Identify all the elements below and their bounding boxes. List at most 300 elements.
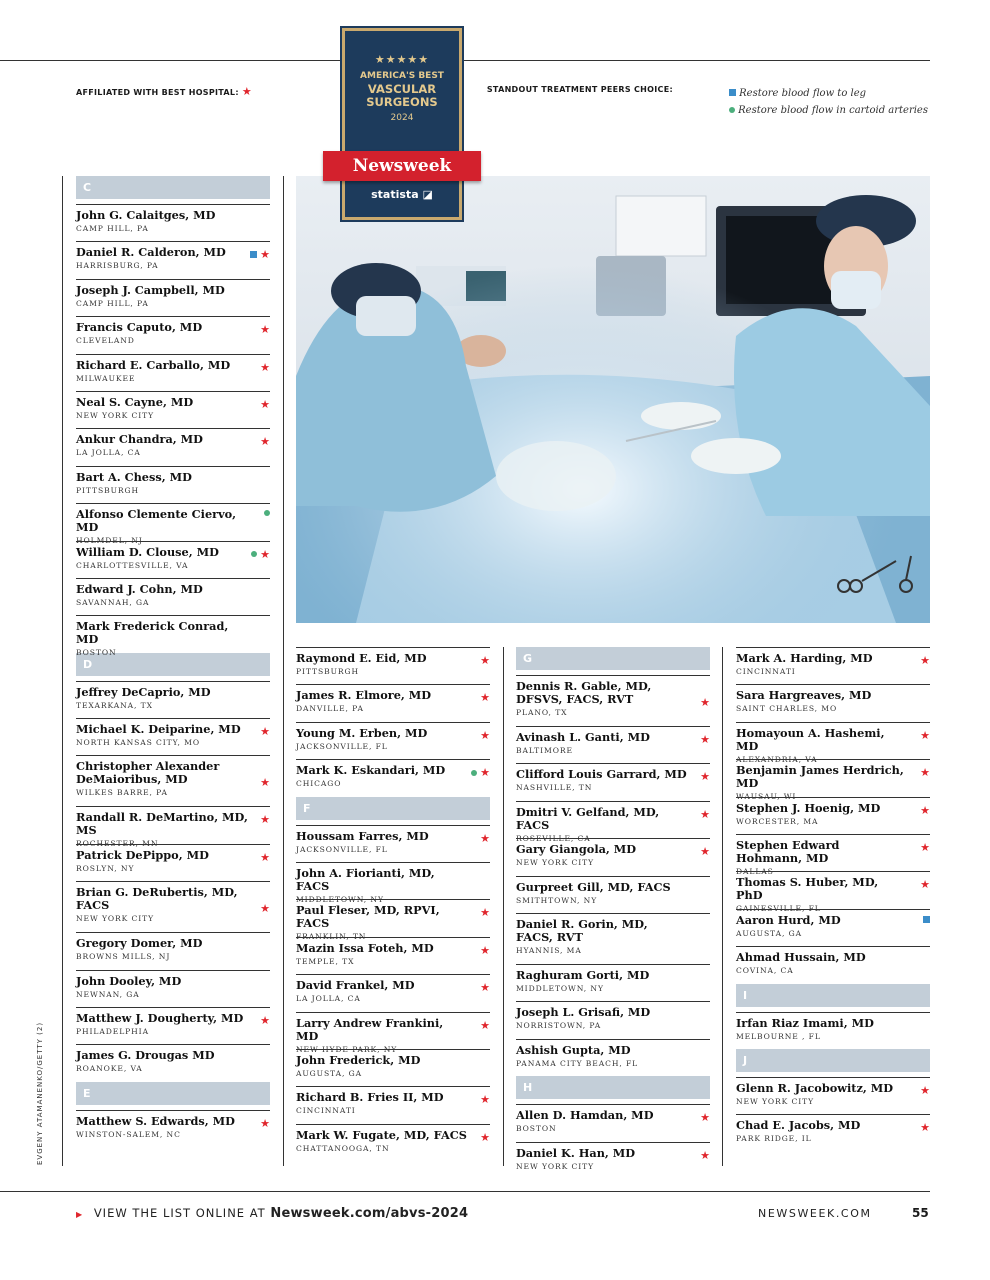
dot-icon	[251, 551, 257, 557]
surgeon-name: Richard E. Carballo, MD	[76, 357, 231, 372]
marker-group	[920, 766, 930, 779]
surgeon-entry	[736, 647, 930, 684]
marker-group	[480, 906, 490, 919]
star-icon: ★	[920, 1121, 930, 1135]
surgeon-name: Patrick DePippo, MD	[76, 847, 209, 862]
surgeon-city: CINCINNATI	[296, 1106, 356, 1116]
surgeon-entry	[516, 801, 710, 843]
star-icon: ★	[260, 248, 270, 262]
surgeon-city: WINSTON-SALEM, NC	[76, 1129, 181, 1139]
marker-group	[700, 1111, 710, 1124]
surgeon-name: Daniel R. Gorin, MD, FACS, RVT	[516, 916, 648, 944]
marker-group	[923, 916, 930, 923]
surgeon-entry	[76, 718, 270, 755]
star-icon: ★	[260, 397, 270, 411]
section-header-h: H	[516, 1076, 710, 1099]
column-divider	[503, 647, 504, 1166]
marker-group	[480, 654, 490, 667]
surgeon-entry	[736, 759, 930, 802]
legend-affiliated-label: AFFILIATED WITH BEST HOSPITAL:	[76, 88, 239, 97]
surgeon-name: Stephen Edward Hohmann, MD	[736, 837, 840, 865]
marker-group	[920, 1084, 930, 1097]
surgeon-city: NORRISTOWN, PA	[516, 1021, 602, 1031]
surgeon-name: Alfonso Clemente Ciervo, MD	[76, 507, 237, 535]
surgeon-city: PITTSBURGH	[76, 485, 139, 495]
marker-group	[480, 729, 490, 742]
star-icon: ★	[920, 803, 930, 817]
surgeon-entry	[516, 675, 710, 726]
star-icon: ★	[260, 435, 270, 449]
square-icon	[250, 251, 257, 258]
legend-standout-label: STANDOUT TREATMENT PEERS CHOICE:	[486, 85, 673, 94]
surgeon-city: ALEXANDRIA, VA	[736, 754, 818, 764]
surgeon-name: Neal S. Cayne, MD	[76, 394, 194, 409]
surgeon-name: Gary Giangola, MD	[516, 842, 637, 857]
marker-group	[920, 878, 930, 891]
surgeon-name: Francis Caputo, MD	[76, 320, 203, 335]
surgeon-city: HARRISBURG, PA	[76, 261, 159, 271]
surgeon-name: Daniel R. Calderon, MD	[76, 245, 226, 260]
surgeon-city: DANVILLE, PA	[296, 704, 364, 714]
surgeon-entry	[76, 578, 270, 615]
surgeon-entry	[296, 1012, 490, 1054]
surgeon-entry	[296, 899, 490, 942]
star-icon: ★	[480, 1093, 490, 1107]
marker-group	[700, 808, 710, 821]
statista-logo-icon: ◪	[422, 188, 433, 201]
marker-group	[700, 770, 710, 783]
surgeon-entry	[516, 1142, 710, 1179]
marker-group	[250, 248, 270, 261]
column-divider	[62, 176, 63, 1166]
surgeon-name: Gurpreet Gill, MD, FACS	[516, 879, 671, 894]
surgeon-entry	[76, 466, 270, 503]
surgeon-entry	[76, 881, 270, 932]
surgeon-name: William D. Clouse, MD	[76, 544, 219, 559]
badge-line1: AMERICA'S BEST	[360, 71, 444, 81]
star-icon: ★	[480, 831, 490, 845]
star-icon: ★	[260, 850, 270, 864]
section-header-e: E	[76, 1082, 270, 1105]
column-c-e	[76, 176, 270, 1147]
surgeon-name: James G. Drougas MD	[76, 1048, 215, 1063]
surgeon-entry	[76, 844, 270, 881]
star-icon: ★	[920, 878, 930, 892]
surgeon-city: NORTH KANSAS CITY, MO	[76, 738, 200, 748]
marker-group	[480, 691, 490, 704]
surgery-photo	[296, 176, 930, 623]
surgeon-entry	[296, 1124, 490, 1161]
badge-stars: ★★★★★	[374, 53, 430, 66]
badge-ribbon: Newsweek	[323, 151, 481, 181]
marker-group	[480, 981, 490, 994]
marker-group	[260, 813, 270, 826]
star-icon: ★	[260, 776, 270, 790]
surgeon-name: Glenn R. Jacobowitz, MD	[736, 1080, 894, 1095]
surgeon-city: JACKSONVILLE, FL	[296, 844, 388, 854]
surgeon-entry	[76, 241, 270, 278]
surgeon-entry	[76, 204, 270, 241]
surgeon-entry	[736, 871, 930, 914]
surgeon-entry	[736, 797, 930, 834]
surgeon-city: WAUSAU, WI	[736, 792, 797, 802]
star-icon: ★	[700, 733, 710, 746]
surgeon-name: Clifford Louis Garrard, MD	[516, 767, 687, 782]
surgeon-city: NEW YORK CITY	[516, 858, 595, 868]
marker-group	[920, 804, 930, 817]
surgeon-city: FRANKLIN, TN	[296, 932, 367, 942]
section-header-j: J	[736, 1049, 930, 1072]
marker-group	[480, 944, 490, 957]
star-icon: ★	[480, 981, 490, 995]
surgeon-city: MIDDLETOWN, NY	[516, 983, 604, 993]
surgeon-city: CLEVELAND	[76, 336, 135, 346]
surgeon-city: WILKES BARRE, PA	[76, 788, 168, 798]
surgeon-name: Irfan Riaz Imami, MD	[736, 1015, 874, 1030]
surgeon-entry	[296, 1086, 490, 1123]
surgeon-name: Young M. Erben, MD	[296, 725, 428, 740]
badge-title	[345, 70, 459, 109]
marker-group	[264, 510, 270, 516]
surgeon-city: ROSLYN, NY	[76, 863, 135, 873]
surgeon-name: Aaron Hurd, MD	[736, 912, 841, 927]
surgeon-city: MIDDLETOWN, NY	[296, 894, 384, 904]
surgeon-entry	[516, 964, 710, 1001]
surgeon-city: CAMP HILL, PA	[76, 298, 149, 308]
marker-group	[260, 725, 270, 738]
surgeon-entry	[516, 1001, 710, 1038]
surgeon-name: Avinash L. Ganti, MD	[516, 730, 650, 744]
surgery-illustration	[296, 176, 930, 623]
legend-leg	[729, 85, 928, 102]
surgeon-entry	[516, 838, 710, 875]
marker-group	[480, 1131, 490, 1144]
marker-group	[260, 1014, 270, 1027]
surgeon-name: John G. Calaitges, MD	[76, 208, 216, 222]
surgeon-city: NEW HYDE PARK, NY	[296, 1044, 398, 1054]
badge-line3: SURGEONS	[366, 95, 438, 109]
surgeon-city: AUGUSTA, GA	[736, 928, 802, 938]
star-icon: ★	[480, 1130, 490, 1144]
surgeon-city: WORCESTER, MA	[736, 816, 819, 826]
legend-carotid	[729, 102, 928, 119]
marker-group	[260, 435, 270, 448]
surgeon-name: Daniel K. Han, MD	[516, 1145, 636, 1160]
surgeon-city: PARK RIDGE, IL	[736, 1134, 812, 1144]
section-header-g: G	[516, 647, 710, 670]
star-icon: ★	[241, 85, 253, 98]
surgeon-name: Dennis R. Gable, MD, DFSVS, FACS, RVT	[516, 679, 652, 706]
surgeon-name: Dmitri V. Gelfand, MD, FACS	[516, 804, 660, 832]
surgeon-entry	[296, 862, 490, 904]
surgeon-entry	[76, 970, 270, 1007]
footer-url[interactable]: Newsweek.com/abvs-2024	[270, 1206, 469, 1221]
surgeon-city: CINCINNATI	[736, 667, 796, 676]
surgeon-entry	[76, 391, 270, 428]
legend-affiliated	[76, 85, 252, 98]
surgeon-city: MELBOURNE , FL	[736, 1031, 821, 1041]
column-e-f	[296, 647, 490, 1161]
surgeon-name: Matthew J. Dougherty, MD	[76, 1011, 244, 1026]
marker-group	[480, 1019, 490, 1032]
surgeon-entry	[76, 428, 270, 465]
star-icon: ★	[920, 654, 930, 667]
star-icon: ★	[480, 906, 490, 920]
surgeon-entry	[76, 503, 270, 546]
surgeon-city: NEWNAN, GA	[76, 989, 140, 999]
surgeon-name: Matthew S. Edwards, MD	[76, 1113, 235, 1128]
dot-icon	[729, 107, 735, 113]
surgeon-city: CHATTANOOGA, TN	[296, 1143, 390, 1153]
surgeon-entry	[296, 722, 490, 759]
surgeon-city: SMITHTOWN, NY	[516, 895, 598, 905]
badge-year: 2024	[390, 113, 414, 123]
badge-partner-text: statista	[371, 188, 419, 201]
star-icon: ★	[700, 1111, 710, 1125]
surgeon-name: John Dooley, MD	[76, 973, 182, 988]
surgeon-entry	[296, 974, 490, 1011]
surgeon-name: Mark W. Fugate, MD, FACS	[296, 1127, 467, 1142]
surgeon-city: PHILADELPHIA	[76, 1027, 149, 1037]
surgeon-name: Mark Frederick Conrad, MD	[76, 619, 229, 647]
surgeon-name: Thomas S. Huber, MD, PhD	[736, 875, 879, 903]
surgeon-city: JACKSONVILLE, FL	[296, 741, 388, 751]
star-icon: ★	[260, 725, 270, 739]
arrow-right-icon: ▶	[76, 1210, 84, 1219]
surgeon-city: SAVANNAH, GA	[76, 597, 150, 607]
surgeon-name: Christopher Alexander DeMaioribus, MD	[76, 759, 220, 787]
square-icon	[923, 916, 930, 923]
surgeon-city: CHARLOTTESVILLE, VA	[76, 560, 189, 570]
surgeon-entry	[76, 1044, 270, 1081]
footer-link[interactable]	[76, 1206, 468, 1221]
surgeon-name: Raymond E. Eid, MD	[296, 651, 427, 665]
surgeon-entry	[76, 354, 270, 391]
surgeon-entry	[76, 615, 270, 658]
surgeon-entry	[516, 913, 710, 964]
surgeon-name: James R. Elmore, MD	[296, 688, 432, 703]
surgeon-name: Mark A. Harding, MD	[736, 651, 873, 665]
page-number: 55	[912, 1206, 929, 1220]
surgeon-entry	[516, 726, 710, 763]
surgeon-entry	[76, 1110, 270, 1147]
star-icon: ★	[260, 323, 270, 337]
star-icon: ★	[260, 1116, 270, 1130]
surgeon-entry	[516, 876, 710, 913]
marker-group	[700, 845, 710, 858]
surgeon-name: Edward J. Cohn, MD	[76, 581, 203, 596]
surgeon-city: PANAMA CITY BEACH, FL	[516, 1058, 639, 1068]
surgeon-city: DALLAS	[736, 866, 774, 876]
star-icon: ★	[700, 845, 710, 859]
photo-credit: EVGENY ATAMANENKO/GETTY (2)	[36, 1021, 44, 1165]
badge-line2: VASCULAR	[367, 82, 437, 96]
star-icon: ★	[480, 654, 490, 667]
surgeon-city: BOSTON	[76, 648, 117, 658]
surgeon-city: TEXARKANA, TX	[76, 700, 153, 710]
surgeon-entry	[296, 825, 490, 862]
surgeon-name: David Frankel, MD	[296, 978, 415, 993]
surgeon-entry	[296, 759, 490, 796]
star-icon: ★	[920, 766, 930, 780]
surgeon-city: NEW YORK CITY	[76, 914, 155, 924]
section-header-c: C	[76, 176, 270, 199]
surgeon-entry	[736, 684, 930, 721]
surgeon-city: PLANO, TX	[516, 708, 568, 717]
surgeon-name: John A. Fiorianti, MD, FACS	[296, 865, 435, 893]
marker-group	[920, 729, 930, 742]
star-icon: ★	[260, 1014, 270, 1028]
star-icon: ★	[920, 1083, 930, 1097]
star-icon: ★	[260, 547, 270, 561]
surgeon-entry	[76, 932, 270, 969]
surgeon-city: HOLMDEL, NJ	[76, 536, 143, 546]
surgeon-name: Joseph J. Campbell, MD	[76, 282, 225, 297]
marker-group	[480, 832, 490, 845]
star-icon: ★	[480, 766, 490, 780]
dot-icon	[264, 510, 270, 516]
star-icon: ★	[260, 360, 270, 374]
surgeon-name: Sara Hargreaves, MD	[736, 688, 872, 703]
column-divider	[722, 647, 723, 1166]
star-icon: ★	[920, 840, 930, 854]
surgeon-city: ROANOKE, VA	[76, 1064, 143, 1074]
star-icon: ★	[480, 1018, 490, 1032]
surgeon-entry	[736, 1012, 930, 1049]
surgeon-name: Michael K. Deiparine, MD	[76, 722, 241, 737]
surgeon-city: GAINESVILLE, FL	[736, 904, 821, 914]
surgeon-name: Joseph L. Grisafi, MD	[516, 1005, 651, 1020]
surgeon-city: COVINA, CA	[736, 966, 794, 976]
marker-group	[480, 1093, 490, 1106]
surgeon-entry	[76, 755, 270, 806]
surgeon-city: SAINT CHARLES, MO	[736, 704, 838, 714]
surgeon-city: HYANNIS, MA	[516, 945, 582, 955]
marker-group	[920, 1121, 930, 1134]
marker-group	[920, 654, 930, 667]
surgeon-name: Houssam Farres, MD	[296, 828, 429, 843]
marker-group	[700, 696, 710, 709]
surgeon-city: AUGUSTA, GA	[296, 1068, 362, 1078]
surgeon-entry	[736, 946, 930, 983]
surgeon-name: Stephen J. Hoenig, MD	[736, 800, 881, 815]
column-divider	[283, 176, 284, 1166]
column-g-h	[516, 647, 710, 1179]
surgeon-name: John Frederick, MD	[296, 1052, 421, 1067]
surgeon-city: NASHVILLE, TN	[516, 783, 593, 793]
surgeon-name: Raghuram Gorti, MD	[516, 967, 650, 982]
footer-prefix: VIEW THE LIST ONLINE AT	[93, 1206, 266, 1220]
surgeon-city: NEW YORK CITY	[736, 1096, 815, 1106]
surgeon-city: ROCHESTER, MN	[76, 839, 159, 849]
surgeon-name: Allen D. Hamdan, MD	[516, 1108, 654, 1123]
surgeon-name: Richard B. Fries II, MD	[296, 1090, 444, 1105]
surgeon-entry	[736, 909, 930, 946]
surgeon-entry	[296, 937, 490, 974]
surgeon-name: Mazin Issa Foteh, MD	[296, 940, 434, 955]
surgeon-name: Larry Andrew Frankini, MD	[296, 1015, 444, 1043]
star-icon: ★	[260, 902, 270, 916]
star-icon: ★	[700, 807, 710, 821]
surgeon-entry	[516, 1039, 710, 1076]
surgeon-entry	[736, 834, 930, 876]
surgeon-entry	[76, 541, 270, 578]
marker-group	[260, 361, 270, 374]
column-h-j	[736, 647, 930, 1152]
marker-group	[260, 902, 270, 915]
surgeon-name: Brian G. DeRubertis, MD, FACS	[76, 885, 238, 913]
surgeon-entry	[296, 684, 490, 721]
surgeon-entry	[516, 763, 710, 800]
surgeon-name: Ahmad Hussain, MD	[736, 950, 866, 965]
surgeon-city: NEW YORK CITY	[516, 1161, 595, 1171]
marker-group	[700, 733, 710, 746]
marker-group	[260, 851, 270, 864]
legend-leg-text: Restore blood flow to leg	[739, 88, 867, 99]
star-icon: ★	[700, 770, 710, 784]
surgeon-entry	[736, 1114, 930, 1151]
section-header-f: F	[296, 797, 490, 820]
marker-group	[700, 1149, 710, 1162]
surgeon-entry	[296, 1049, 490, 1086]
surgeon-city: TEMPLE, TX	[296, 956, 355, 966]
star-icon: ★	[480, 728, 490, 742]
star-icon: ★	[480, 691, 490, 705]
surgeon-city: BALTIMORE	[516, 746, 573, 755]
section-header-i: I	[736, 984, 930, 1007]
square-icon	[729, 89, 736, 96]
surgeon-name: Benjamin James Herdrich, MD	[736, 763, 904, 791]
legend-carotid-text: Restore blood flow in cartoid arteries	[738, 105, 928, 116]
bottom-rule	[0, 1191, 930, 1192]
surgeon-city: BOSTON	[516, 1124, 557, 1134]
surgeon-entry	[76, 316, 270, 353]
surgeon-city: CAMP HILL, PA	[76, 224, 149, 233]
surgeon-entry	[76, 1007, 270, 1044]
surgeon-name: Gregory Domer, MD	[76, 936, 203, 951]
star-icon: ★	[700, 696, 710, 709]
surgeon-entry	[516, 1104, 710, 1141]
marker-group	[920, 841, 930, 854]
star-icon: ★	[260, 813, 270, 827]
surgeon-city: PITTSBURGH	[296, 667, 359, 676]
marker-group	[260, 323, 270, 336]
surgeon-name: Homayoun A. Hashemi, MD	[736, 725, 885, 753]
star-icon: ★	[480, 943, 490, 957]
surgeon-entry	[76, 681, 270, 718]
surgeon-entry	[76, 806, 270, 849]
surgeon-entry	[736, 722, 930, 764]
surgeon-name: Ankur Chandra, MD	[76, 432, 203, 447]
section-header-d: D	[76, 653, 270, 676]
surgeon-city: LA JOLLA, CA	[296, 994, 361, 1004]
award-badge	[342, 28, 462, 220]
surgeon-name: Bart A. Chess, MD	[76, 469, 192, 484]
surgeon-city: BROWNS MILLS, NJ	[76, 952, 171, 962]
marker-group	[260, 776, 270, 789]
surgeon-city: MILWAUKEE	[76, 373, 136, 383]
marker-group	[260, 1117, 270, 1130]
surgeon-name: Randall R. DeMartino, MD, MS	[76, 810, 248, 838]
dot-icon	[471, 770, 477, 776]
surgeon-name: Ashish Gupta, MD	[516, 1042, 631, 1057]
surgeon-entry	[76, 279, 270, 316]
surgeon-entry	[736, 1077, 930, 1114]
surgeon-name: Paul Fleser, MD, RPVI, FACS	[296, 903, 440, 931]
marker-group	[260, 398, 270, 411]
star-icon: ★	[920, 728, 930, 742]
badge-partner	[345, 188, 459, 201]
